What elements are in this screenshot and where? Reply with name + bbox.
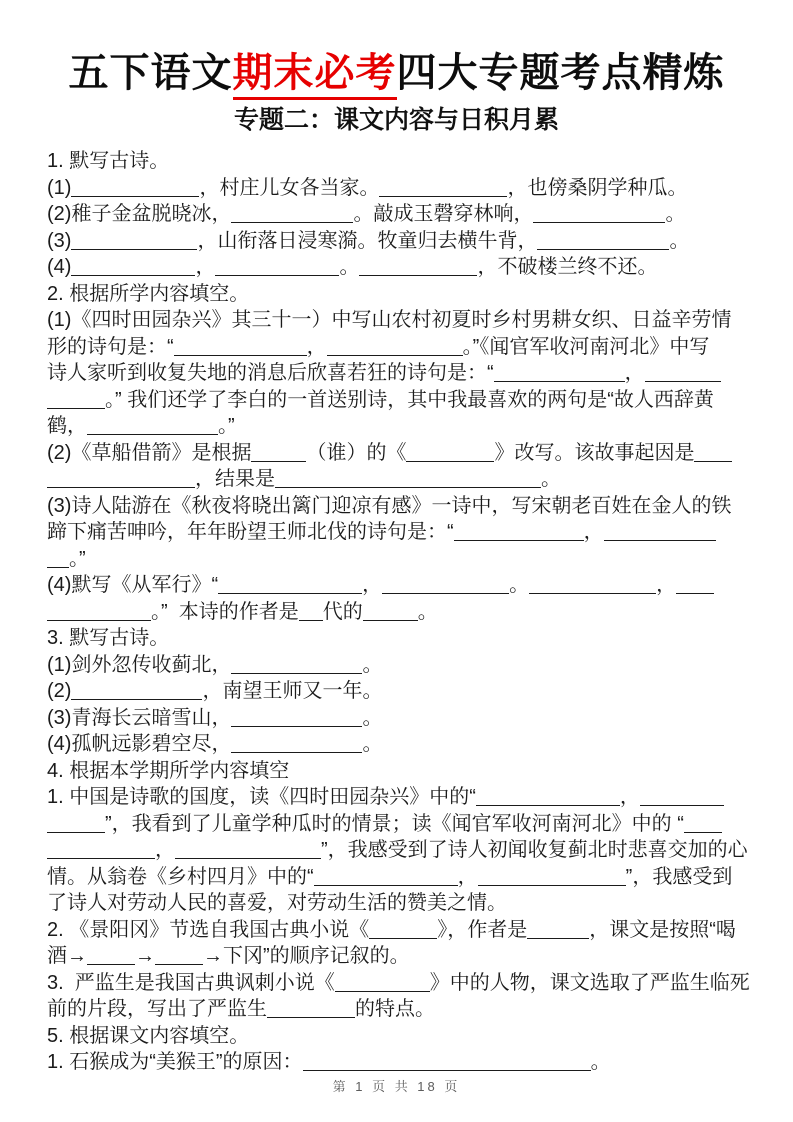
text-run: →	[135, 945, 155, 967]
worksheet-line	[47, 201, 747, 228]
text-run: ”，我感受到	[625, 865, 733, 888]
text-run: ”，我感受到了诗人初闻收复蓟北时悲喜交加的心	[321, 839, 748, 861]
text-run: ，	[306, 335, 327, 358]
title-highlight: 期末必考	[233, 51, 397, 100]
text-run: 3. 默写古诗。	[47, 627, 170, 649]
text-run: (2)《草船借箭》是根据	[47, 441, 252, 464]
fill-blank	[231, 208, 353, 223]
worksheet-line	[47, 837, 747, 864]
text-run: 1. 默写古诗。	[47, 150, 170, 172]
fill-blank	[215, 261, 339, 276]
fill-blank	[303, 1056, 591, 1071]
fill-blank	[478, 871, 626, 886]
fill-blank	[71, 685, 202, 700]
text-run: (4)	[47, 256, 72, 278]
fill-blank	[494, 367, 625, 382]
text-run: 。”《闻官军收河南河北》中写	[462, 335, 710, 358]
text-run: (4)孤帆远影碧空尽，	[47, 733, 232, 755]
text-run: ，村庄儿女各当家。	[199, 176, 380, 199]
fill-blank	[47, 818, 105, 833]
text-run: 》中的人物，课文选取了严监生临死	[429, 971, 750, 994]
fill-blank	[454, 526, 584, 541]
text-run: (3)青海长云暗雪山，	[47, 706, 232, 729]
worksheet-line	[47, 599, 747, 626]
text-run: (4)默写《从军行》“	[47, 574, 219, 596]
worksheet-line	[47, 360, 747, 387]
text-run: ，	[583, 521, 604, 543]
fill-blank	[267, 1003, 355, 1018]
fill-blank	[251, 447, 306, 462]
worksheet-body	[47, 148, 750, 1076]
text-run: 鹤，	[47, 415, 87, 437]
text-run: ，	[624, 362, 645, 384]
worksheet-line	[47, 228, 747, 255]
worksheet-line	[47, 943, 747, 970]
worksheet-line	[47, 493, 747, 520]
text-run: 5. 根据课文内容填空。	[47, 1024, 250, 1047]
text-run: ，	[656, 574, 677, 596]
worksheet-line	[47, 307, 747, 334]
fill-blank	[327, 341, 463, 356]
text-run: 诗人家听到收复失地的消息后欣喜若狂的诗句是：“	[47, 362, 494, 384]
fill-blank	[174, 341, 307, 356]
fill-blank	[335, 977, 430, 992]
fill-blank	[537, 235, 669, 250]
fill-blank	[359, 261, 477, 276]
text-run: ，	[195, 256, 216, 278]
text-run: ，山衔落日浸寒漪。牧童归去横牛背，	[197, 229, 538, 252]
fill-blank	[47, 844, 155, 859]
fill-blank	[71, 182, 199, 197]
worksheet-line	[47, 917, 747, 944]
fill-blank	[299, 606, 323, 621]
text-run: 。” 本诗的作者是	[151, 600, 299, 623]
text-run: 。	[509, 574, 530, 596]
fill-blank	[406, 447, 494, 462]
text-run: 1. 中国是诗歌的国度，读《四时田园杂兴》中的“	[47, 786, 476, 808]
text-run: ，课文是按照“喝	[589, 918, 736, 941]
text-run: ，不破楼兰终不还。	[477, 256, 658, 278]
text-run: 前的片段，写出了严监生	[47, 998, 267, 1020]
text-run: (2)稚子金盆脱晓冰，	[47, 203, 232, 225]
fill-blank	[231, 659, 362, 674]
text-run: 蹄下痛苦呻吟，年年盼望王师北伐的诗句是：“	[47, 521, 454, 543]
text-run: (1)剑外忽传收蓟北，	[47, 653, 232, 676]
fill-blank	[527, 924, 589, 939]
text-run: 。	[362, 653, 383, 676]
worksheet-line	[47, 254, 747, 281]
fill-blank	[71, 235, 197, 250]
text-run: 。	[417, 600, 438, 623]
text-run: (3)	[47, 229, 72, 252]
text-run: 。	[669, 229, 690, 252]
fill-blank	[71, 261, 195, 276]
fill-blank	[694, 447, 732, 462]
text-run: (1)	[47, 176, 72, 199]
fill-blank	[604, 526, 716, 541]
worksheet-line	[47, 996, 747, 1023]
fill-blank	[363, 606, 418, 621]
worksheet-line	[47, 175, 747, 202]
worksheet-line	[47, 413, 747, 440]
fill-blank	[533, 208, 665, 223]
worksheet-line	[47, 572, 747, 599]
fill-blank	[640, 791, 724, 806]
fill-blank	[231, 738, 362, 753]
worksheet-line	[47, 811, 747, 838]
fill-blank	[175, 844, 321, 859]
fill-blank	[231, 712, 362, 727]
fill-blank	[684, 818, 722, 833]
text-run: 形的诗句是：“	[47, 335, 174, 358]
text-run: ，	[362, 574, 383, 596]
worksheet-line	[47, 705, 747, 732]
worksheet-line	[47, 758, 747, 785]
worksheet-line	[47, 678, 747, 705]
text-run: 的特点。	[355, 998, 435, 1020]
text-run: 。”	[218, 415, 235, 437]
text-run: 4. 根据本学期所学内容填空	[47, 759, 290, 782]
text-run: 代的	[322, 600, 363, 623]
fill-blank	[476, 791, 620, 806]
worksheet-line	[47, 466, 747, 493]
fill-blank	[47, 473, 195, 488]
text-run: 》改写。该故事起因是	[494, 441, 695, 464]
text-run: 。	[665, 203, 686, 225]
text-run: 2. 根据所学内容填空。	[47, 282, 250, 305]
text-run: →下冈”的顺序记叙的。	[203, 945, 410, 967]
text-run: ，	[155, 839, 175, 861]
fill-blank	[155, 950, 203, 965]
worksheet-line	[47, 1049, 747, 1076]
fill-blank	[314, 871, 458, 886]
text-run: 。” 我们还学了李白的一首送别诗，其中我最喜欢的两句是“故人西辞黄	[105, 388, 714, 411]
worksheet-line	[47, 731, 747, 758]
text-run: 3. 严监生是我国古典讽刺小说《	[47, 971, 335, 994]
fill-blank	[676, 579, 714, 594]
fill-blank	[379, 182, 507, 197]
page-footer: 第 1 页 共 18 页	[332, 1079, 461, 1094]
fill-blank	[47, 606, 151, 621]
title-text-post: 四大专题考点精炼	[396, 51, 725, 95]
text-run: 。	[339, 256, 360, 278]
text-run: 了诗人对劳动人民的喜爱，对劳动生活的赞美之情。	[47, 892, 507, 914]
fill-blank	[529, 579, 656, 594]
fill-blank	[87, 420, 218, 435]
worksheet-line	[47, 1023, 747, 1050]
worksheet-line	[47, 440, 747, 467]
text-run: 酒→	[47, 945, 87, 967]
text-run: (3)诗人陆游在《秋夜将晓出篱门迎凉有感》一诗中，写宋朝老百姓在金人的铁	[47, 494, 732, 517]
text-run: 2. 《景阳冈》节选自我国古典小说《	[47, 918, 370, 941]
title-text-pre: 五下语文	[68, 51, 233, 95]
text-run: （谁）的《	[306, 441, 407, 464]
fill-blank	[218, 579, 362, 594]
text-run: (2)	[47, 680, 72, 702]
page-subtitle: 专题二：课文内容与日积月累	[233, 106, 559, 134]
worksheet-line	[47, 546, 747, 573]
worksheet-line	[47, 890, 747, 917]
fill-blank	[382, 579, 509, 594]
worksheet-line	[47, 334, 747, 361]
text-run: ”，我看到了儿童学种瓜时的情景；读《闻官军收河南河北》中的 “	[105, 812, 684, 835]
fill-blank	[645, 367, 721, 382]
text-run: 。敲成玉磬穿林响，	[353, 203, 534, 225]
fill-blank	[369, 924, 437, 939]
text-run: 。	[362, 706, 383, 729]
fill-blank	[47, 394, 105, 409]
text-run: ，结果是	[195, 468, 275, 490]
text-run: 。	[541, 468, 561, 490]
text-run: ，	[457, 865, 478, 888]
worksheet-line	[47, 652, 747, 679]
worksheet-line	[47, 387, 747, 414]
text-run: 。	[590, 1051, 611, 1073]
text-run: 情。从翁卷《乡村四月》中的“	[47, 865, 314, 888]
text-run: 1. 石猴成为“美猴王”的原因：	[47, 1051, 303, 1073]
worksheet-line	[47, 148, 747, 175]
text-run: 》，作者是	[437, 918, 528, 941]
worksheet-line	[47, 970, 750, 997]
worksheet-line	[47, 625, 747, 652]
text-run: ，南望王师又一年。	[202, 680, 383, 702]
text-run: 。	[362, 733, 383, 755]
text-run: (1)《四时田园杂兴》其三十一）中写山农村初夏时乡村男耕女织、日益辛劳情	[47, 309, 732, 331]
worksheet-line	[47, 784, 747, 811]
text-run: ，	[619, 786, 640, 808]
page-title	[0, 0, 793, 96]
worksheet-line	[47, 519, 747, 546]
text-run: ，也傍桑阴学种瓜。	[507, 176, 688, 199]
text-run: 。”	[69, 547, 86, 570]
fill-blank	[47, 553, 69, 568]
worksheet-line	[47, 281, 747, 308]
fill-blank	[275, 473, 541, 488]
fill-blank	[87, 950, 135, 965]
worksheet-line	[47, 864, 747, 891]
